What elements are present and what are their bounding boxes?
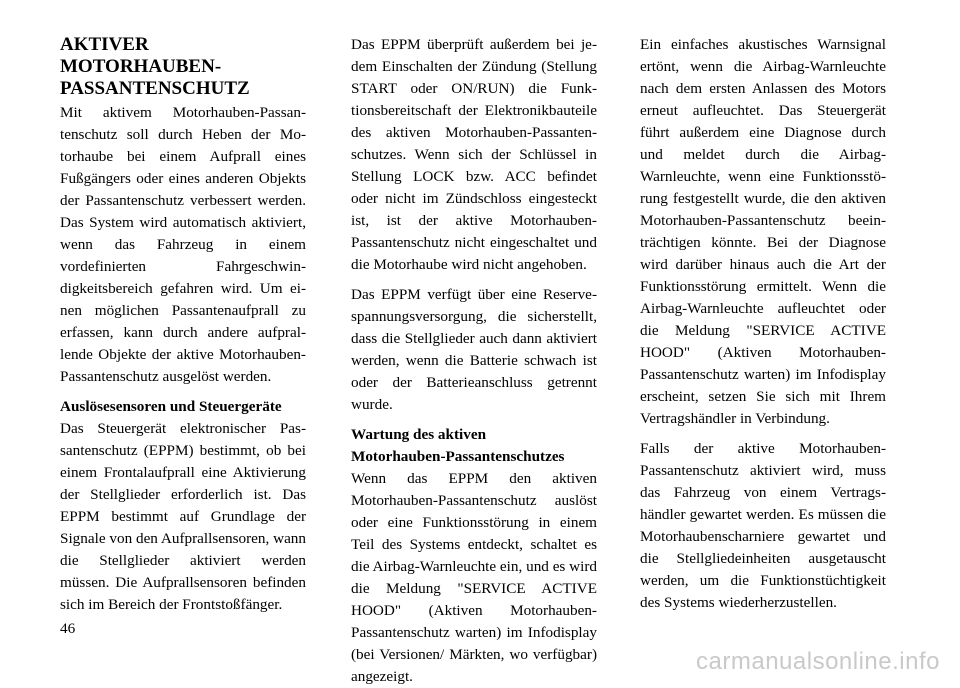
reserve-power-paragraph: Das EPPM verfügt über eine Reservespannungsversorgung, die sicherstellt, dass die Stellglieder auch dann aktiviert werden, wenn die Batterie schwach ist oder der Batterieanschluss getrennt wurde. [351, 286, 597, 413]
warning-signal-paragraph: Ein einfaches akustisches Warnsignal ertönt, wenn die Airbag-Warnleuchte nach dem ersten Anlassen des Motors erneut aufleuchtet. Das Steuergerät führt außerdem eine Diagnose durch und meldet durch die Airbag-Warnleuchte, wenn eine Funktionsstörung festgestellt wurde, die den aktiven Motorhauben-Passantenschutz beeinträchtigen könnte. Bei der Diagnose wird darüber hinaus auch die Art der Funktionsstörung ermittelt. Wenn die Airbag-Warnleuchte aufleuchtet oder die Meldung "SERVICE ACTIVE HOOD" (Aktiven Motorhauben-Passantenschutz warten) im Infodisplay erscheint, setzen Sie sich mit Ihrem Vertragshändler in Verbindung. [640, 36, 886, 427]
section-heading [60, 34, 306, 100]
dealer-service-paragraph: Falls der aktive Motorhauben-Passantenschutz aktiviert wird, muss das Fahrzeug von einem Vertragshändler gewartet werden. Es müssen die Motorhaubenscharniere gewartet und die Stellgliedeinheiten ausgetauscht werden, um die Funktionstüchtigkeit des Systems wiederherzustellen. [640, 440, 886, 611]
sensors-paragraph: Das Steuergerät elektronischer Passantenschutz (EPPM) bestimmt, ob bei einem Frontalaufprall eine Aktivierung der Stellglieder erforderlich ist. Das EPPM bestimmt auf Grundlage der Signale von den Aufprallsensoren, wann die Stellglieder aktiviert werden müssen. Die Aufprallsensoren befinden sich im Bereich der Frontstoßfänger. [60, 420, 306, 613]
eppm-check-paragraph: Das EPPM überprüft außerdem bei jedem Einschalten der Zündung (Stellung START oder ON/RUN) die Funktionsbereitschaft der Elektronikbauteile des aktiven Motorhauben-Passantenschutzes. Wenn sich der Schlüssel in Stellung LOCK bzw. ACC befindet oder nicht im Zündschloss eingesteckt ist, ist der aktive Motorhauben-Passantenschutz nicht eingeschaltet und die Motorhaube wird nicht angehoben. [351, 36, 597, 273]
heading-line-1: AKTIVER [60, 34, 149, 55]
intro-paragraph: Mit aktivem Motorhauben-Passantenschutz soll durch Heben der Motorhaube bei einem Aufprall eines Fußgängers oder eines anderen Objekts der Passantenschutz verbessert werden. Das System wird automatisch aktiviert, wenn das Fahrzeug in einem vordefinierten Fahrgeschwindigkeitsbereich gefahren wird. Um einen möglichen Passantenaufprall zu erfassen, kann durch andere aufprallende Objekte der aktive Motorhauben-Passantenschutz ausgelöst werden. [60, 104, 306, 385]
page-number: 46 [60, 620, 76, 637]
column-2 [351, 34, 597, 688]
sensors-subheading: Auslösesensoren und Steuergeräte [60, 398, 282, 415]
maintenance-subheading-line-1: Wartung des aktiven [351, 426, 487, 443]
watermark: carmanualsonline.info [696, 648, 940, 675]
maintenance-paragraph: Wenn das EPPM den aktiven Motorhauben-Passantenschutz auslöst oder eine Funktionsstörung in einem Teil des Systems entdeckt, schaltet es die Airbag-Warnleuchte ein, und es wird die Meldung "SERVICE ACTIVE HOOD" (Aktiven Motorhauben-Passantenschutz warten) im Infodisplay (bei Versionen/ Märkten, wo verfügbar) angezeigt. [351, 470, 597, 685]
heading-line-3: PASSANTENSCHUTZ [60, 78, 250, 99]
maintenance-subheading [351, 424, 597, 468]
column-1 [60, 34, 306, 624]
heading-line-2: MOTORHAUBEN- [60, 56, 222, 77]
column-3 [640, 34, 886, 622]
maintenance-subheading-line-2: Motorhauben-Passantenschutzes [351, 448, 565, 465]
